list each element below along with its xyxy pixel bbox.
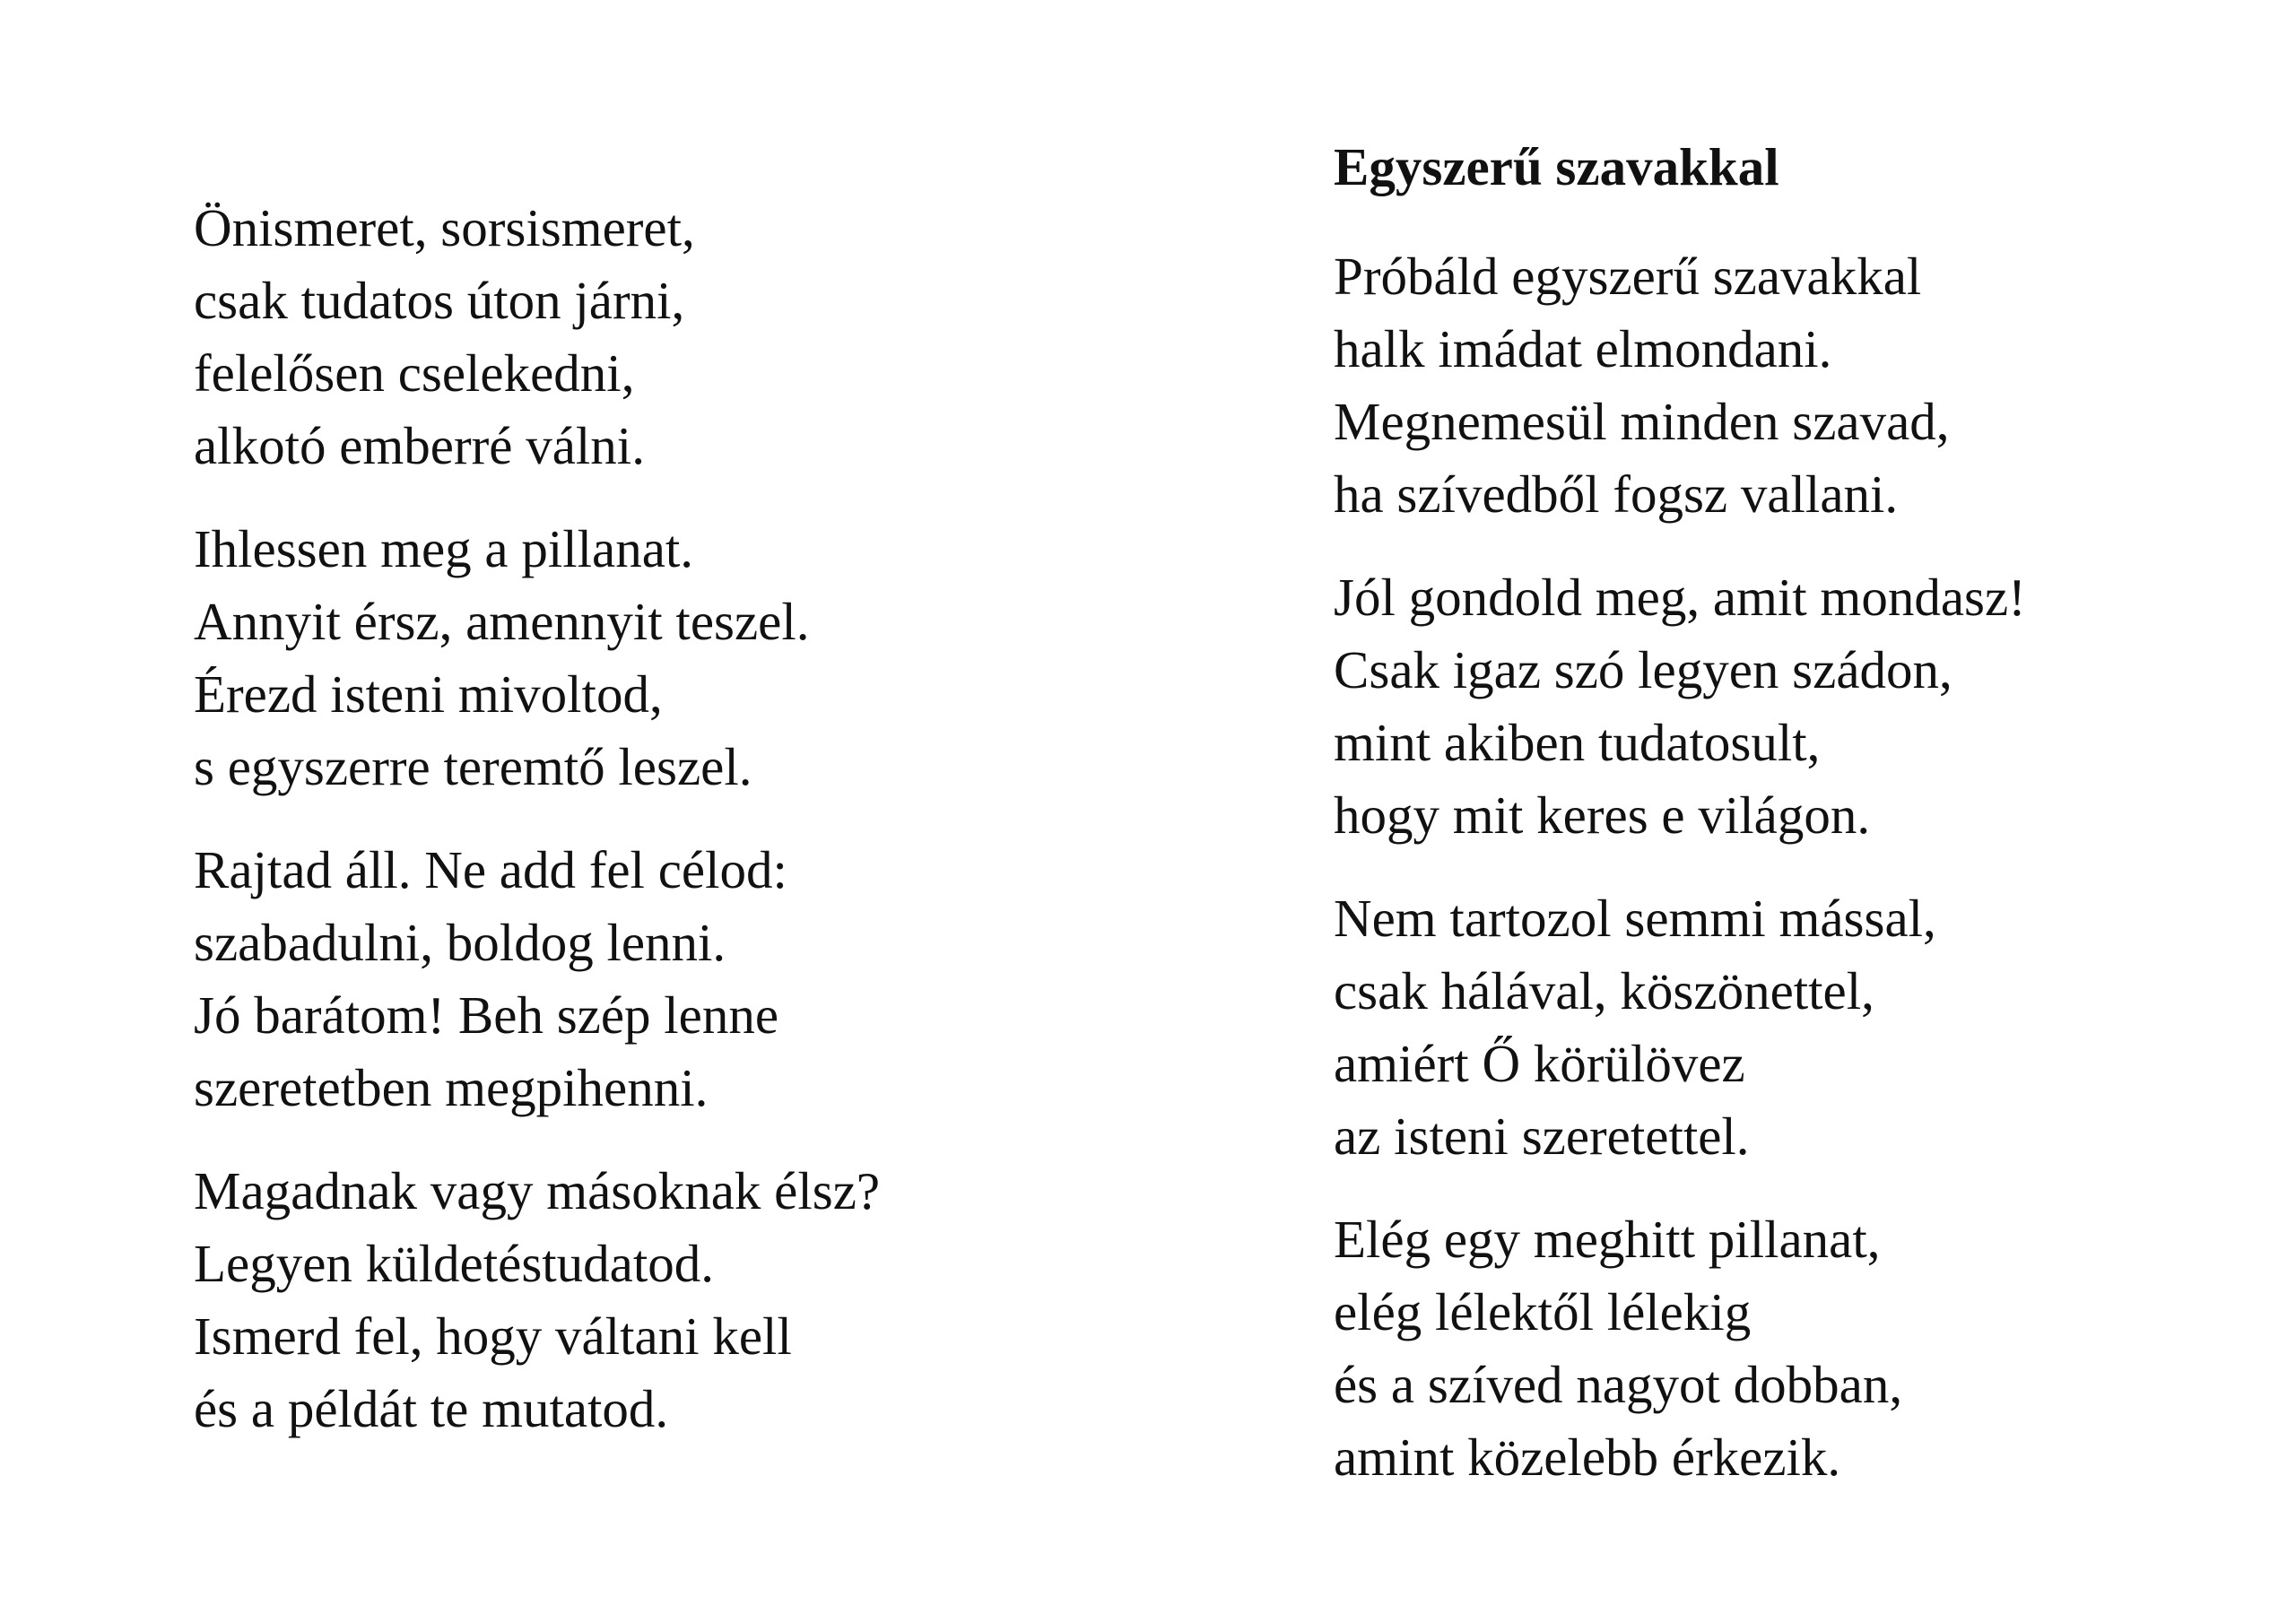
poem-line: amiért Ő körülövez: [1334, 1034, 1745, 1093]
poem-title: Egyszerű szavakkal: [1334, 137, 1779, 196]
poem-line: Megnemesül minden szavad,: [1334, 392, 1950, 451]
poem-line: s egyszerre teremtő leszel.: [194, 737, 752, 796]
stanza: [1334, 882, 2248, 1173]
poem-line: szeretetben megpihenni.: [194, 1058, 709, 1117]
stanza: [194, 834, 1091, 1124]
poem-line: mint akiben tudatosult,: [1334, 713, 1821, 772]
poem-line: halk imádat elmondani.: [1334, 319, 1832, 378]
stanza: [194, 1155, 1091, 1445]
poem-line: Érezd isteni mivoltod,: [194, 664, 663, 724]
poem-line: Nem tartozol semmi mással,: [1334, 889, 1936, 948]
right-page-poem: [1334, 131, 2248, 1524]
poem-line: Magadnak vagy másoknak élsz?: [194, 1161, 881, 1220]
poem-line: és a szíved nagyot dobban,: [1334, 1355, 1903, 1414]
poem-line: Önismeret, sorsismeret,: [194, 198, 695, 257]
poem-line: csak hálával, köszönettel,: [1334, 961, 1874, 1020]
poem-line: Jól gondold meg, amit mondasz!: [1334, 568, 2026, 627]
poem-line: és a példát te mutatod.: [194, 1379, 669, 1438]
stanza: [1334, 561, 2248, 852]
poem-line: Ismerd fel, hogy váltani kell: [194, 1306, 792, 1366]
poem-line: ha szívedből fogsz vallani.: [1334, 464, 1899, 524]
poem-line: csak tudatos úton járni,: [194, 271, 685, 330]
poem-line: Jó barátom! Beh szép lenne: [194, 985, 779, 1045]
stanza: [194, 513, 1091, 803]
stanza: [1334, 240, 2248, 531]
poem-line: szabadulni, boldog lenni.: [194, 913, 726, 972]
poem-line: Elég egy meghitt pillanat,: [1334, 1210, 1881, 1269]
poem-line: Próbáld egyszerű szavakkal: [1334, 247, 1922, 306]
poem-line: az isteni szeretettel.: [1334, 1107, 1750, 1166]
poem-line: Legyen küldetéstudatod.: [194, 1234, 715, 1293]
stanza: [1334, 1203, 2248, 1494]
poem-line: Csak igaz szó legyen szádon,: [1334, 640, 1952, 699]
poem-line: amint közelebb érkezik.: [1334, 1428, 1841, 1487]
poem-line: Ihlessen meg a pillanat.: [194, 519, 694, 578]
left-page-poem: [194, 192, 1091, 1476]
poem-line: alkotó emberré válni.: [194, 416, 645, 475]
stanza: [194, 192, 1091, 482]
poem-line: felelősen cselekedni,: [194, 343, 635, 403]
poem-line: elég lélektől lélekig: [1334, 1282, 1752, 1341]
poem-line: Annyit érsz, amennyit teszel.: [194, 592, 810, 651]
poem-line: Rajtad áll. Ne add fel célod:: [194, 840, 787, 899]
poem-line: hogy mit keres e világon.: [1334, 785, 1871, 845]
